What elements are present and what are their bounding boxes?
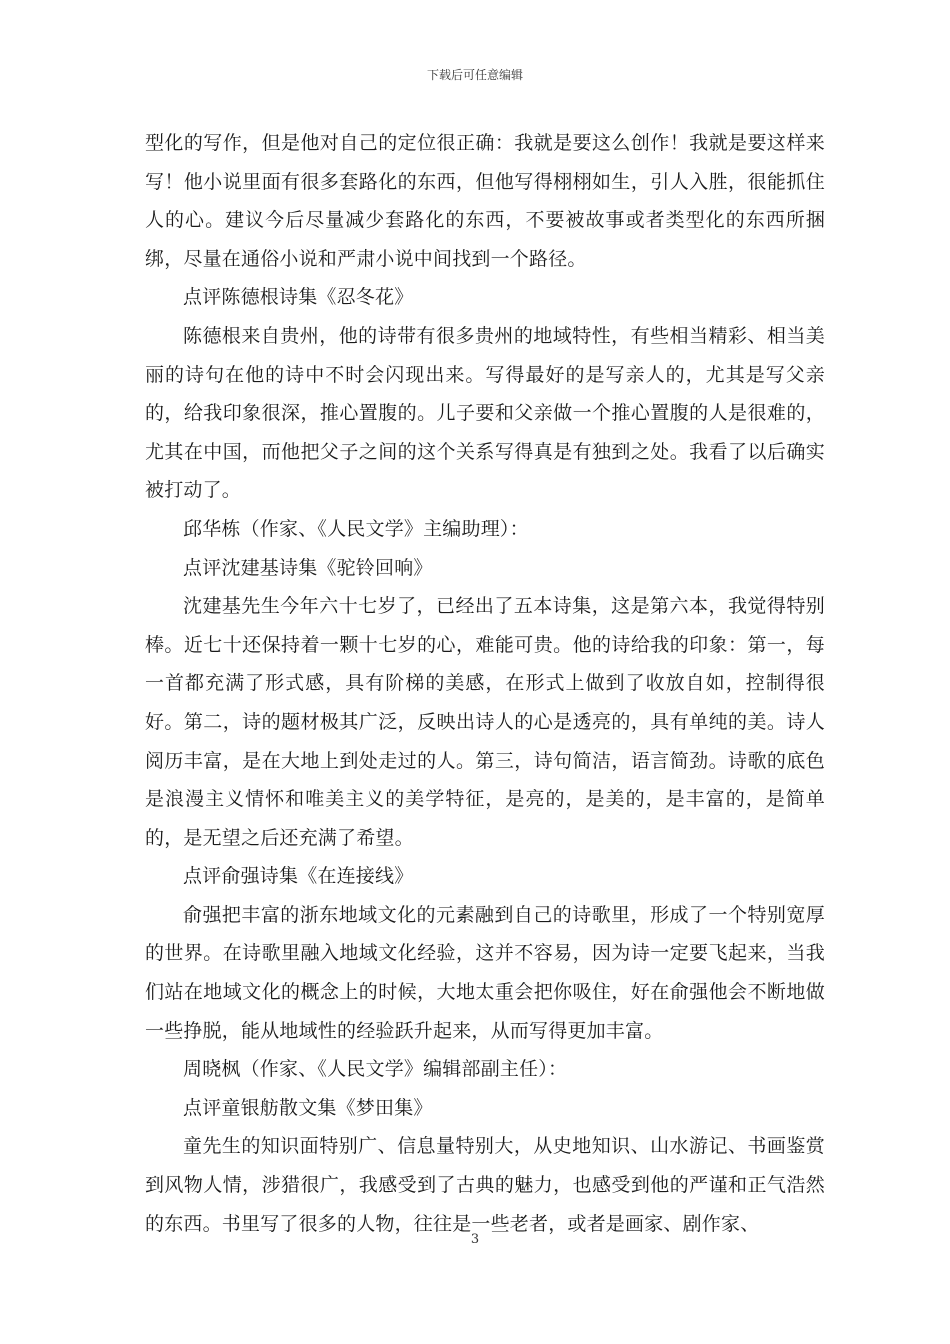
paragraph-yu-qiang: 俞强把丰富的浙东地域文化的元素融到自己的诗歌里，形成了一个特别宽厚的世界。在诗歌里融入地域文化经验，这并不容易，因为诗一定要飞起来，当我们站在地域文化的概念上的时候，大地太重会把你吸住，好在俞强他会不断地做一些挣脱，能从地域性的经验跃升起来，从而写得更加丰富。 — [145, 903, 825, 1042]
reviewer-zhou-xiaofeng: 周晓枫（作家、《人民文学》编辑部副主任）： — [183, 1058, 568, 1081]
reviewer-qiu-huadong: 邱华栋（作家、《人民文学》主编助理）： — [183, 517, 529, 540]
review-heading-yu-qiang: 点评俞强诗集《在连接线》 — [183, 865, 414, 888]
review-heading-tong-yinfang: 点评童银舫散文集《梦田集》 — [183, 1096, 433, 1119]
page-number: 3 — [470, 1232, 480, 1247]
review-heading-chen-degen: 点评陈德根诗集《忍冬花》 — [183, 286, 414, 309]
paragraph-tong-yinfang: 童先生的知识面特别广、信息量特别大，从史地知识、山水游记、书画鉴赏到风物人情，涉猎很广，我感受到了古典的魅力，也感受到他的严谨和正气浩然的东西。书里写了很多的人物，往往是一些老者，或者是画家、剧作家、 — [145, 1135, 825, 1235]
paragraph-shen-jianji: 沈建基先生今年六十七岁了，已经出了五本诗集，这是第六本，我觉得特别棒。近七十还保持着一颗十七岁的心，难能可贵。他的诗给我的印象：第一，每一首都充满了形式感，具有阶梯的美感，在形式上做到了收放自如，控制得很好。第二，诗的题材极其广泛，反映出诗人的心是透亮的，具有单纯的美。诗人阅历丰富，是在大地上到处走过的人。第三，诗句简洁，语言简劲。诗歌的底色是浪漫主义情怀和唯美主义的美学特征，是亮的，是美的，是丰富的，是简单的，是无望之后还充满了希望。 — [145, 595, 825, 849]
paragraph-continued: 型化的写作，但是他对自己的定位很正确：我就是要这么创作！我就是要这样来写！他小说里面有很多套路化的东西，但他写得栩栩如生，引人入胜，很能抓住人的心。建议今后尽量减少套路化的东西，不要被故事或者类型化的东西所捆绑，尽量在通俗小说和严肃小说中间找到一个路径。 — [145, 132, 825, 270]
review-heading-shen-jianji: 点评沈建基诗集《驼铃回响》 — [183, 556, 433, 579]
document-body — [145, 124, 825, 1243]
page-header: 下载后可任意编辑 — [426, 68, 523, 82]
paragraph-chen-degen: 陈德根来自贵州，他的诗带有很多贵州的地域特性，有些相当精彩、相当美丽的诗句在他的诗中不时会闪现出来。写得最好的是写亲人的，尤其是写父亲的，给我印象很深，推心置腹的。儿子要和父亲做一个推心置腹的人是很难的，尤其在中国，而他把父子之间的这个关系写得真是有独到之处。我看了以后确实被打动了。 — [145, 324, 825, 502]
